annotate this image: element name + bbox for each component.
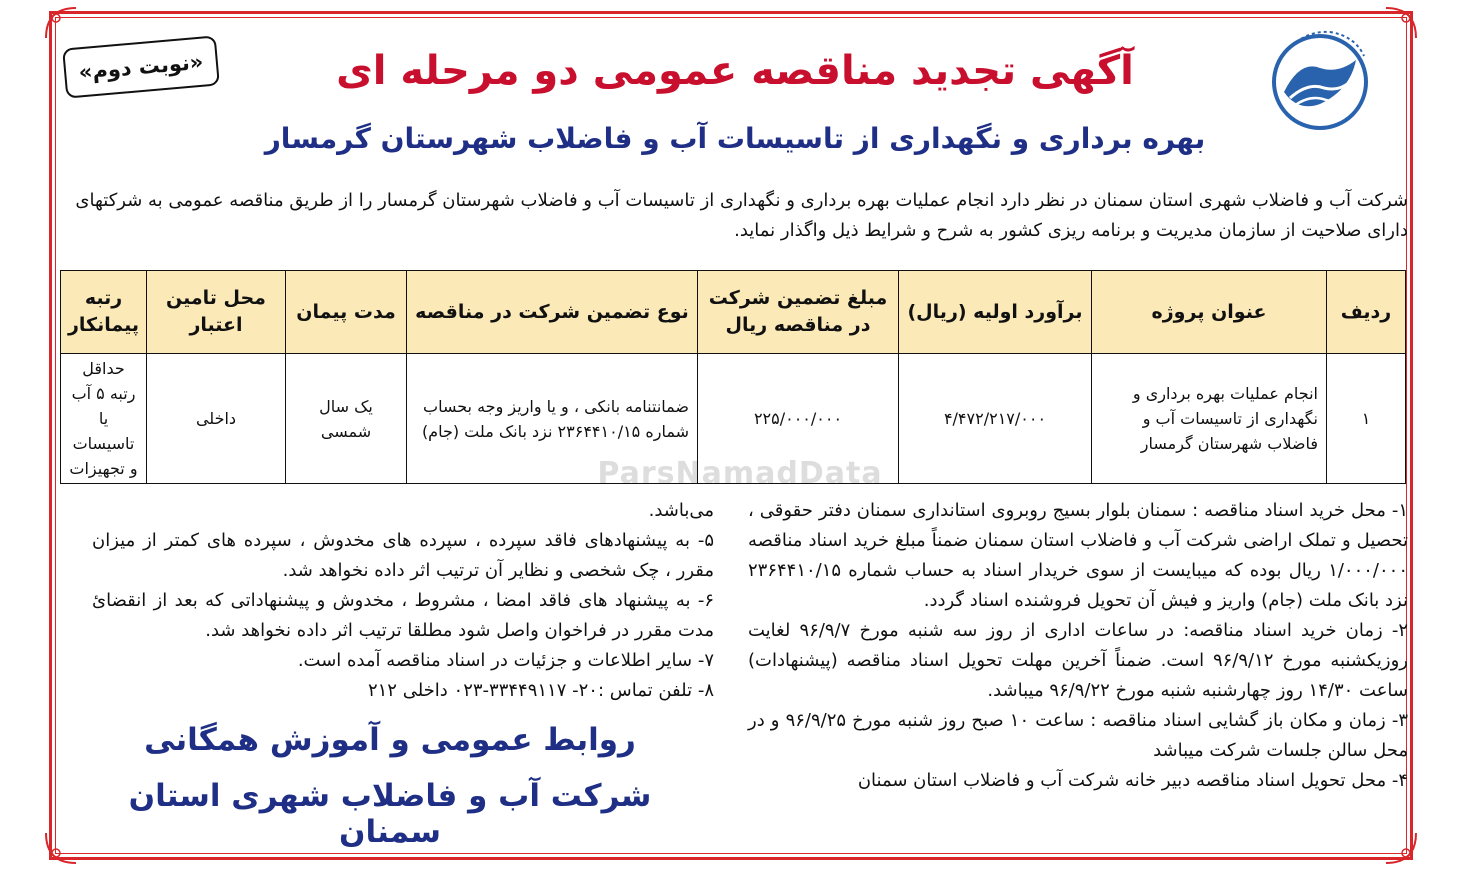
cell-guarantee-type: ضمانتنامه بانکی ، و یا واریز وجه بحساب شماره ۲۳۶۴۴۱۰/۱۵ نزد بانک ملت (جام)	[407, 354, 698, 484]
condition-item: ۷- سایر اطلاعات و جزئیات در اسناد مناقصه آمده است.	[297, 650, 714, 671]
cell-duration: یک سال شمسی	[286, 354, 407, 484]
condition-item: ۱- محل خرید اسناد مناقصه : سمنان بلوار بسیج روبروی استانداری سمنان دفتر حقوقی ، تحصیل و تملک اراضی شرکت آب و فاضلاب استان سمنان ضمناً مبلغ خرید اسناد مناقصه ۱/۰۰۰/۰۰۰ ریال بوده که میبایست از سوی خریدار اسناد به حساب شماره ۲۳۶۴۴۱۰/۱۵ نزد بانک ملت (جام) واریز و فیش آن تحویل فروشنده اسناد گردد.	[748, 500, 1408, 611]
header-row-no: ردیف	[1327, 271, 1406, 354]
intro-paragraph: شرکت آب و فاضلاب شهری استان سمنان در نظر دارد انجام عملیات بهره برداری و نگهداری از تاسیسات آب و فاضلاب شهرستان گرمسار را از طریق مناقصه عمومی به شرکتهای دارای صلاحیت از سازمان مدیریت و برنامه ریزی کشور به شرح و شرایط ذیل واگذار نماید.	[75, 190, 1408, 241]
conditions-right-column	[748, 496, 1408, 796]
cell-guarantee-amount: ۲۲۵/۰۰۰/۰۰۰	[698, 354, 899, 484]
condition-item: ۶- به پیشنهاد های فاقد امضا ، مشروط ، مخدوش و پیشنهاداتی که بعد از انقضائ مدت مقرر در فراخوان واصل شود مطلقا ترتیب اثر داده نخواهد شد.	[92, 590, 714, 641]
cell-grade: حداقل رتبه ۵ آب یا تاسیسات و تجهیزات	[61, 354, 147, 484]
header-duration: مدت پیمان	[286, 271, 407, 354]
water-company-logo-icon	[1260, 20, 1380, 140]
conditions-left-column	[92, 496, 714, 706]
page-title: آگهی تجدید مناقصه عمومی دو مرحله ای	[336, 48, 1134, 94]
header-project: عنوان پروژه	[1092, 271, 1327, 354]
corner-ornament-icon	[44, 6, 78, 40]
header-guarantee-type: نوع تضمین شرکت در مناقصه	[407, 271, 698, 354]
tender-table	[60, 270, 1406, 484]
table-header-row	[61, 271, 1406, 354]
cell-row-no: ۱	[1327, 354, 1406, 484]
condition-item: ۴- محل تحویل اسناد مناقصه دبیر خانه شرکت آب و فاضلاب استان سمنان	[857, 770, 1408, 791]
corner-ornament-icon	[1384, 6, 1418, 40]
condition-item: می‌باشد.	[648, 500, 714, 521]
header-estimate: برآورد اولیه (ریال)	[899, 271, 1092, 354]
condition-item: ۳- زمان و مکان باز گشایی اسناد مناقصه : ساعت ۱۰ صبح روز شنبه مورخ ۹۶/۹/۲۵ و در محل سالن جلسات شرکت میباشد	[748, 710, 1409, 761]
badge-label: «نوبت دوم»	[77, 49, 205, 85]
table-row	[61, 354, 1406, 484]
signature-department: روابط عمومی و آموزش همگانی	[144, 722, 636, 758]
condition-item: ۲- زمان خرید اسناد مناقصه: در ساعات اداری از روز سه شنبه مورخ ۹۶/۹/۷ لغایت روزیکشنبه مورخ ۹۶/۹/۱۲ است. ضمناً آخرین مهلت تحویل اسناد مناقصه (پیشنهادات) ساعت ۱۴/۳۰ روز چهارشنبه شنبه مورخ ۹۶/۹/۲۲ میباشد.	[748, 620, 1408, 701]
signature-company: شرکت آب و فاضلاب شهری استان سمنان	[128, 778, 652, 850]
corner-ornament-icon	[1384, 831, 1418, 865]
header-funding: محل تامین اعتبار	[147, 271, 286, 354]
condition-item: ۸- تلفن تماس :۲۰- ۳۳۴۴۹۱۱۷-۰۲۳ داخلی ۲۱۲	[367, 680, 714, 701]
page-subtitle: بهره برداری و نگهداری از تاسیسات آب و فاضلاب شهرستان گرمسار	[264, 122, 1206, 155]
header-guarantee-amount: مبلغ تضمین شرکت در مناقصه ریال	[698, 271, 899, 354]
corner-ornament-icon	[44, 831, 78, 865]
cell-funding: داخلی	[147, 354, 286, 484]
condition-item: ۵- به پیشنهادهای فاقد سپرده ، سپرده های مخدوش ، سپرده های کمتر از میزان مقرر ، چک شخصی و نظایر آن ترتیب اثر داده نخواهد شد.	[92, 530, 714, 581]
cell-estimate: ۴/۴۷۲/۲۱۷/۰۰۰	[899, 354, 1092, 484]
cell-project: انجام عملیات بهره برداری و نگهداری از تاسیسات آب و فاضلاب شهرستان گرمسار	[1092, 354, 1327, 484]
header-grade: رتبه پیمانکار	[61, 271, 147, 354]
watermark: ParsNamadData	[597, 456, 883, 491]
